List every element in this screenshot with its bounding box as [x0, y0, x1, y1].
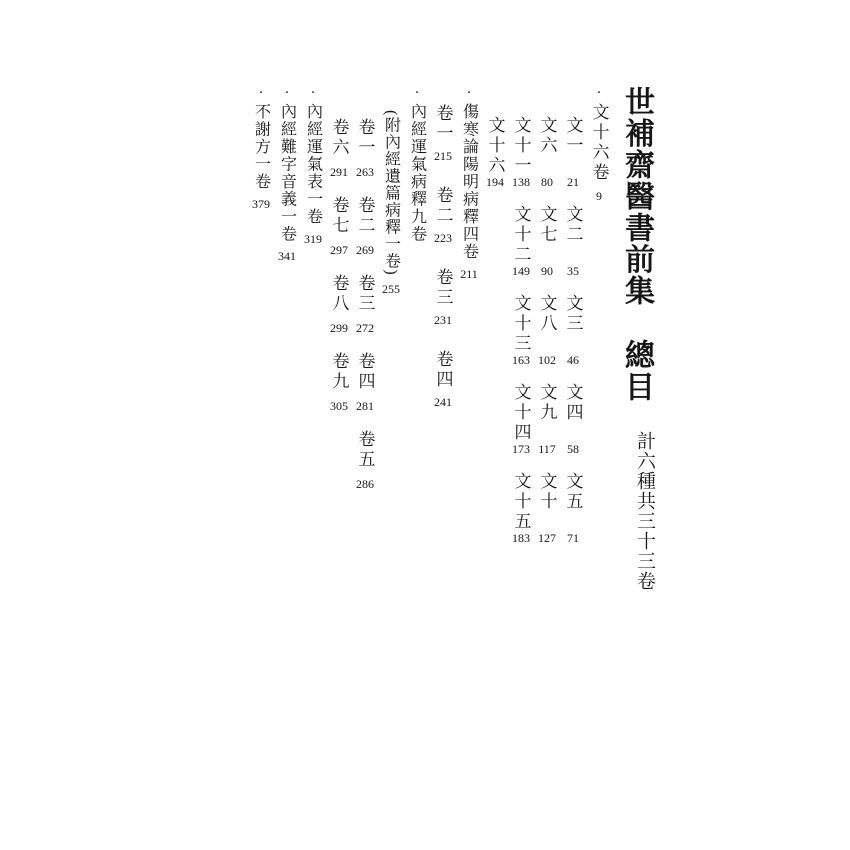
subentry-column-wen-6-10 — [534, 0, 560, 850]
toc-subentry — [431, 186, 456, 244]
page-number: 127 — [538, 531, 556, 545]
entry-title: 傷寒論陽明病釋四卷 — [460, 103, 478, 261]
toc-subentry — [483, 116, 508, 188]
toc-entry-wen-16-juan — [586, 0, 612, 850]
bullet-icon: · — [596, 85, 602, 101]
toc-subentry — [431, 268, 456, 326]
subentry-title: 卷九 — [329, 352, 349, 392]
bullet-icon: · — [284, 85, 290, 101]
subentry-column-wen-1-5 — [560, 0, 586, 850]
subentry-title: 文二 — [563, 205, 583, 245]
subentry-title: 卷二 — [433, 186, 453, 226]
toc-subentry — [535, 116, 560, 188]
page-number: 71 — [567, 531, 579, 545]
toc-subentry — [561, 116, 586, 188]
subentry-title: 文十 — [537, 472, 557, 512]
toc-subentry — [353, 352, 378, 412]
page-number: 305 — [330, 399, 348, 413]
toc-subentry — [509, 116, 534, 188]
page-number: 272 — [356, 321, 374, 335]
entry-title: 內經難字音義一卷 — [278, 103, 296, 243]
toc-subentry — [561, 294, 586, 366]
toc-subentry — [353, 118, 378, 178]
subentry-title: 卷四 — [433, 350, 453, 390]
page-number: 80 — [541, 175, 553, 189]
page-number: 299 — [330, 321, 348, 335]
toc-subentry — [327, 274, 352, 334]
subentry-title: 卷八 — [329, 274, 349, 314]
page-number: 281 — [356, 399, 374, 413]
appendix-title: (附內經遺篇病釋一卷) — [382, 110, 400, 276]
bullet-icon: · — [466, 85, 472, 101]
page-number: 9 — [596, 189, 602, 203]
page-number: 269 — [356, 243, 374, 257]
page-number: 138 — [512, 175, 530, 189]
toc-subentry — [535, 472, 560, 544]
toc-subentry — [509, 205, 534, 277]
subentry-title: 卷一 — [355, 118, 375, 158]
subentry-title: 卷六 — [329, 118, 349, 158]
toc-entry-appendix — [378, 0, 404, 850]
bullet-icon: · — [414, 85, 420, 101]
page-number: 341 — [278, 249, 296, 263]
subentry-column-wen-11-15 — [508, 0, 534, 850]
subentry-title: 卷五 — [355, 430, 375, 470]
page-number: 183 — [512, 531, 530, 545]
toc-subentry — [535, 383, 560, 455]
volume-count-note: 計六種共三十三卷 — [634, 430, 655, 591]
entry-title: 內經運氣表一卷 — [304, 103, 322, 226]
toc-entry-neijing-nanzi — [274, 0, 300, 850]
toc-subentry — [327, 196, 352, 256]
toc-subentry — [561, 472, 586, 544]
page-number: 194 — [486, 175, 504, 189]
page-number: 173 — [512, 442, 530, 456]
subentry-title: 卷二 — [355, 196, 375, 236]
page-number: 379 — [252, 196, 270, 211]
subentry-title: 卷三 — [355, 274, 375, 314]
toc-subentry — [431, 350, 456, 408]
subentry-title: 卷三 — [433, 268, 453, 308]
subentry-title: 文一 — [563, 116, 583, 156]
toc-entry-buxiefang — [248, 0, 274, 850]
page-number: 215 — [434, 149, 452, 163]
table-of-contents — [248, 0, 658, 850]
toc-subentry — [353, 196, 378, 256]
subentry-title: 文十四 — [511, 383, 531, 443]
page-number: 297 — [330, 243, 348, 257]
toc-subentry — [509, 383, 534, 455]
subentry-title: 文十二 — [511, 205, 531, 265]
page-number: 102 — [538, 353, 556, 367]
subentry-title: 文十一 — [511, 116, 531, 176]
toc-subentry — [353, 274, 378, 334]
subentry-title: 卷四 — [355, 352, 375, 392]
page-number: 263 — [356, 165, 374, 179]
subentry-title: 文六 — [537, 116, 557, 156]
page-number: 319 — [304, 231, 322, 246]
subentry-title: 文十五 — [511, 472, 531, 532]
title-column — [620, 0, 658, 850]
subentry-title: 文三 — [563, 294, 583, 334]
page-number: 58 — [567, 442, 579, 456]
toc-subentry — [535, 205, 560, 277]
subentry-title: 文十三 — [511, 294, 531, 354]
section-title: 總目 — [620, 338, 653, 403]
toc-subentry — [561, 383, 586, 455]
subentry-title: 文七 — [537, 205, 557, 245]
page-number: 149 — [512, 264, 530, 278]
entry-title: 不謝方一卷 — [252, 103, 270, 191]
subentry-column-juan-1-5 — [352, 0, 378, 850]
subentry-title: 文八 — [537, 294, 557, 334]
page-number: 90 — [541, 264, 553, 278]
subentry-column-wen-16 — [482, 0, 508, 850]
page-number: 291 — [330, 165, 348, 179]
toc-subentry — [509, 294, 534, 366]
subentry-title: 文五 — [563, 472, 583, 512]
toc-subentry — [353, 430, 378, 490]
toc-subentry — [561, 205, 586, 277]
toc-subentry — [535, 294, 560, 366]
page-number: 241 — [434, 395, 452, 409]
subentry-title: 文四 — [563, 383, 583, 423]
page-number: 46 — [567, 353, 579, 367]
bullet-icon: · — [258, 85, 264, 101]
toc-subentry — [431, 104, 456, 162]
toc-entry-shanghan — [456, 0, 482, 850]
toc-entry-neijing-yunqi-biao — [300, 0, 326, 850]
bullet-icon: · — [310, 85, 316, 101]
book-title: 世補齋醫書前集 — [620, 86, 653, 307]
page-number: 163 — [512, 353, 530, 367]
subentry-title: 卷一 — [433, 104, 453, 144]
page-number: 255 — [382, 281, 400, 296]
page-number: 231 — [434, 313, 452, 327]
page-number: 21 — [567, 175, 579, 189]
entry-title: 內經運氣病釋九卷 — [408, 103, 426, 243]
toc-subentry — [327, 352, 352, 412]
page-number: 286 — [356, 477, 374, 491]
subentry-column-juan-1-4 — [430, 0, 456, 850]
toc-subentry — [327, 118, 352, 178]
subentry-column-juan-6-9 — [326, 0, 352, 850]
subentry-title: 文十六 — [485, 116, 505, 176]
toc-entry-neijing-yunqi-bingshi — [404, 0, 430, 850]
page-number: 223 — [434, 231, 452, 245]
subentry-title: 卷七 — [329, 196, 349, 236]
page-number: 211 — [460, 266, 478, 281]
page-number: 35 — [567, 264, 579, 278]
entry-title: 文十六卷 — [589, 103, 609, 183]
subentry-title: 文九 — [537, 383, 557, 423]
toc-subentry — [509, 472, 534, 544]
page-number: 117 — [538, 442, 556, 456]
